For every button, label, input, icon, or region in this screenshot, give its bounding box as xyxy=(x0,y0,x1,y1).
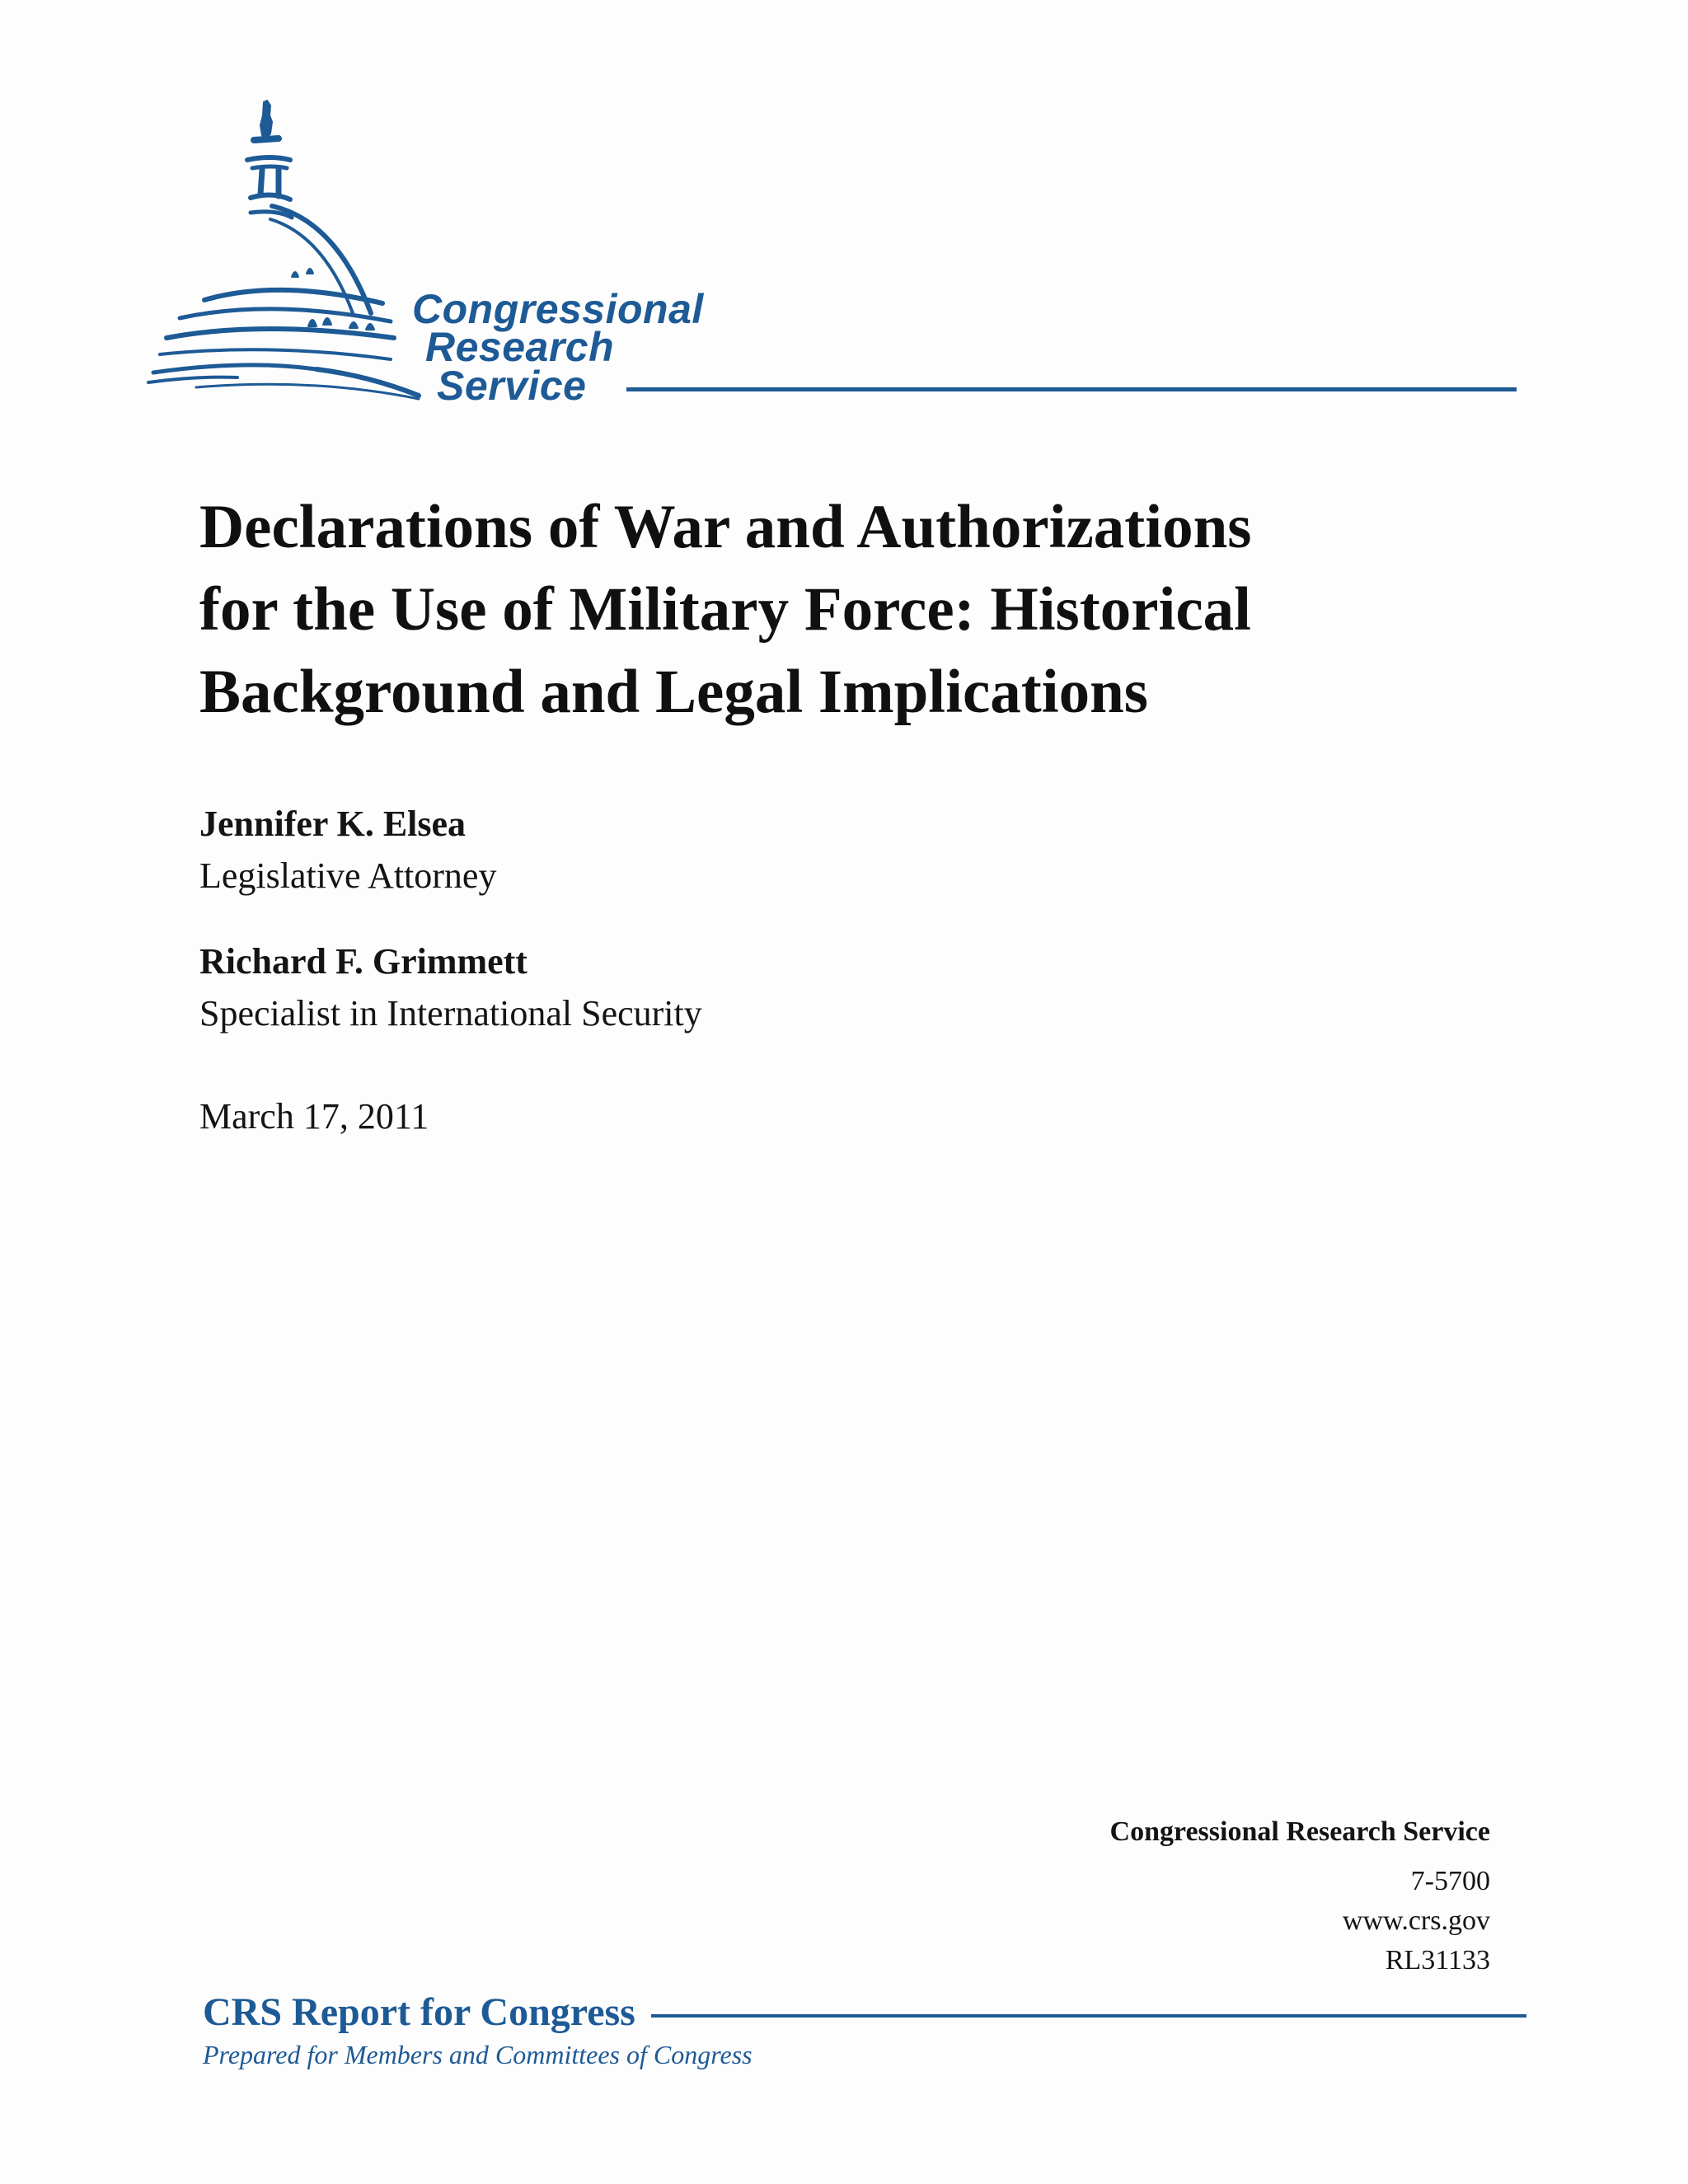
report-title xyxy=(199,486,1436,733)
author-role: Specialist in International Security xyxy=(199,993,702,1033)
footer-title: CRS Report for Congress xyxy=(203,1990,635,2034)
author-role: Legislative Attorney xyxy=(199,855,497,896)
author-name: Richard F. Grimmett xyxy=(199,941,528,982)
footer-rule-divider xyxy=(651,2014,1526,2018)
report-date: March 17, 2011 xyxy=(199,1096,429,1137)
logo-wordmark-line3: Service xyxy=(437,363,587,409)
report-title-line3: Background and Legal Implications xyxy=(199,658,1148,726)
info-number: 7-5700 xyxy=(1410,1866,1490,1896)
logo-rule-divider xyxy=(626,387,1517,391)
footer-subtitle: Prepared for Members and Committees of Congress xyxy=(203,2040,753,2069)
logo-wordmark-line1: Congressional xyxy=(412,286,704,332)
logo-wordmark-line2: Research xyxy=(425,324,615,370)
report-title-line1: Declarations of War and Authorizations xyxy=(199,493,1252,561)
info-website-link[interactable]: www.crs.gov xyxy=(1342,1905,1490,1936)
capitol-dome-logo-icon xyxy=(147,97,427,410)
info-organization: Congressional Research Service xyxy=(1109,1816,1490,1847)
author-name: Jennifer K. Elsea xyxy=(199,804,467,844)
info-report-code: RL31133 xyxy=(1385,1945,1490,1975)
report-title-line2: for the Use of Military Force: Historical xyxy=(199,575,1251,644)
